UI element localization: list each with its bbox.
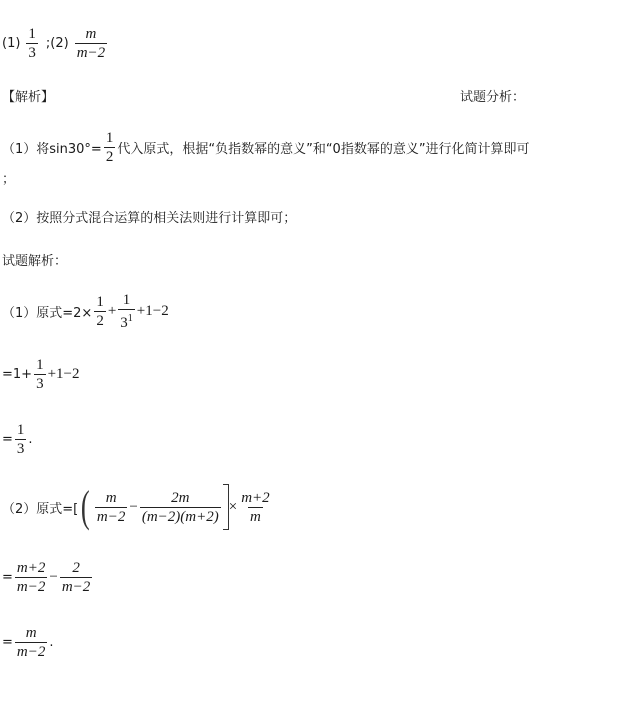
solution-line-5-prefix: = — [2, 570, 13, 585]
minus-sign: − — [49, 569, 58, 585]
fraction-a-numerator: 1 — [96, 294, 104, 310]
line-3-numerator: 1 — [16, 422, 25, 438]
analysis-step-1-text: 代入原式，根据“负指数幂的意义”和“0指数幂的意义”进行化简计算即可 — [117, 142, 530, 157]
solution-line-5-fraction-a — [15, 560, 47, 595]
answer-separator: ;(2) — [45, 36, 69, 51]
answer-part1-label: (1) — [2, 36, 21, 51]
solution-line-5-fraction-b — [60, 560, 92, 595]
analysis-step-1-numerator: 1 — [105, 130, 114, 146]
solution-line-4-fraction-a — [95, 490, 127, 525]
analysis-step-1 — [2, 130, 530, 165]
solution-line-4 — [2, 484, 274, 530]
fraction-b-denominator — [118, 309, 135, 331]
solution-line-1-fraction-b — [118, 292, 135, 331]
solution-line-2-prefix: =1+ — [2, 367, 33, 382]
solution-line-6-prefix: = — [2, 635, 13, 650]
analysis-step-1-denominator: 2 — [105, 149, 114, 165]
solution-label: 试题解析： — [2, 254, 68, 269]
solution-line-1-fraction-a — [94, 294, 106, 329]
line-2-numerator: 1 — [36, 357, 44, 373]
analysis-label: 试题分析： — [460, 90, 526, 105]
solution-line-3-tail: . — [28, 432, 33, 447]
solution-line-1-tail: +1−2 — [136, 303, 169, 319]
line-4-fraction-a-denominator: m−2 — [96, 508, 126, 525]
solution-line-3-prefix: = — [2, 432, 13, 447]
minus-sign: − — [129, 498, 138, 515]
solution-line-1 — [2, 292, 169, 331]
fraction-a-denominator: 2 — [96, 313, 104, 329]
line-4-fraction-a-numerator: m — [105, 489, 117, 506]
line-4-fraction-b-denominator: (m−2)(m+2) — [141, 508, 219, 525]
answer-line — [2, 26, 109, 61]
answer1-numerator: 1 — [28, 26, 36, 42]
answer1-fraction — [26, 26, 38, 61]
line-2-denominator: 3 — [36, 376, 44, 392]
solution-line-4-fraction-c — [239, 490, 271, 525]
analysis-step-1-fraction — [104, 130, 116, 165]
line-4-fraction-c-numerator: m+2 — [241, 489, 270, 506]
line-5-fraction-a-numerator: m+2 — [16, 560, 46, 576]
solution-line-3-fraction — [15, 422, 27, 457]
solution-line-3 — [2, 422, 33, 457]
solution-line-4-fraction-b — [140, 490, 221, 525]
solution-line-6 — [2, 625, 54, 660]
times-sign: × — [228, 498, 238, 515]
solution-line-1-prefix: （1）原式=2× — [2, 306, 93, 321]
solution-line-6-tail: . — [49, 635, 54, 650]
fraction-b-base: 3 — [120, 315, 128, 331]
solution-line-4-prefix: （2）原式=[ — [2, 501, 79, 517]
line-4-fraction-c-denominator: m — [250, 508, 261, 525]
plus-sign: + — [107, 303, 117, 319]
section-title: 【解析】 — [2, 90, 55, 105]
line-6-numerator: m — [25, 625, 37, 641]
solution-line-2-fraction — [34, 357, 46, 392]
solution-line-6-fraction — [15, 625, 47, 660]
answer2-fraction — [75, 26, 107, 61]
solution-line-2-tail: +1−2 — [47, 366, 80, 382]
line-3-denominator: 3 — [16, 441, 25, 457]
answer1-denominator: 3 — [28, 45, 36, 61]
line-5-fraction-b-numerator: 2 — [72, 560, 80, 576]
solution-line-5 — [2, 560, 94, 595]
answer2-denominator: m−2 — [76, 45, 106, 61]
line-4-fraction-b-numerator: 2m — [171, 489, 190, 506]
analysis-step-1-prefix: （1）将sin30°= — [2, 142, 102, 157]
fraction-b-exponent: 1 — [127, 313, 133, 324]
line-5-fraction-b-denominator: m−2 — [61, 579, 91, 595]
left-paren: ( — [81, 482, 90, 531]
answer2-numerator: m — [85, 26, 97, 42]
analysis-step-1-end: ； — [2, 172, 16, 187]
solution-line-2 — [2, 357, 79, 392]
fraction-b-numerator: 1 — [122, 292, 131, 308]
line-5-fraction-a-denominator: m−2 — [16, 579, 46, 595]
analysis-step-2: （2）按照分式混合运算的相关法则进行计算即可； — [2, 211, 297, 226]
line-6-denominator: m−2 — [16, 644, 46, 660]
